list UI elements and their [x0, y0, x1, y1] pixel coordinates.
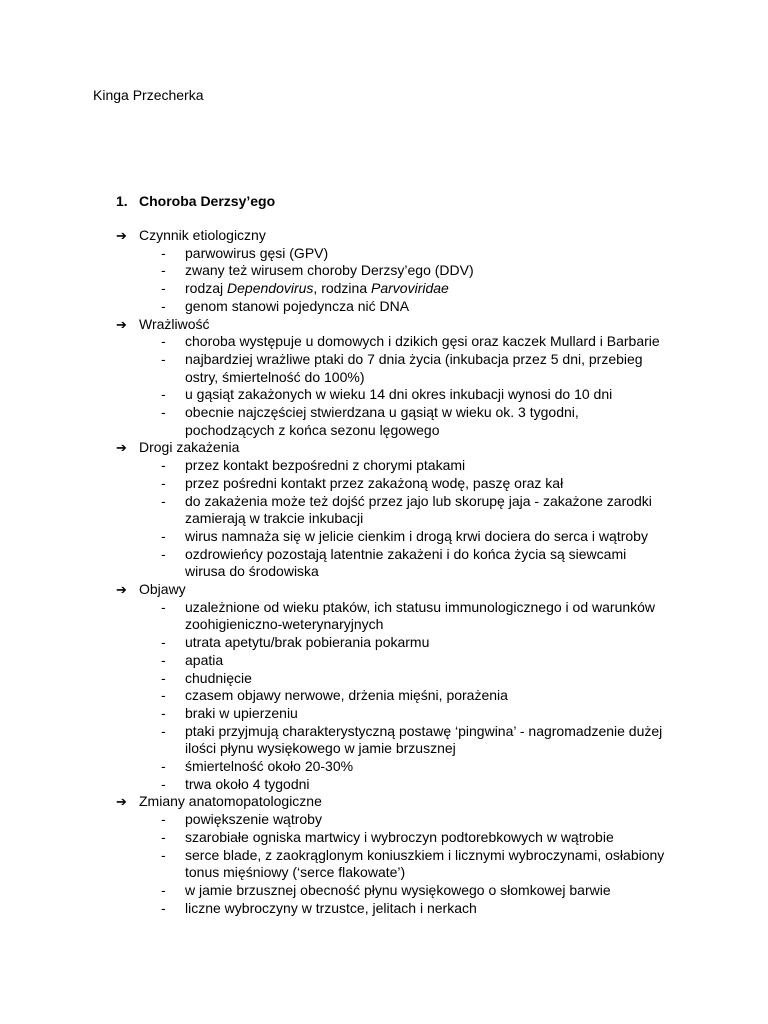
dash-bullet-icon: -	[161, 846, 166, 863]
list-item	[116, 386, 676, 404]
list-item-text: liczne wybroczyny w trzustce, jelitach i nerkach	[185, 899, 477, 916]
list-item	[116, 333, 676, 351]
dash-bullet-icon: -	[161, 244, 166, 261]
heading-title: Choroba Derzsy’ego	[139, 193, 276, 209]
section-title	[116, 439, 676, 457]
list-item-text: braki w upierzeniu	[185, 704, 298, 721]
list-item-text: ptaki przyjmują charakterystyczną postawę ‘pingwina’ - nagromadzenie dużej ilości płynu wysiękowego w jamie brzusznej	[185, 722, 663, 757]
dash-bullet-icon: -	[161, 899, 166, 916]
section-0	[116, 227, 676, 316]
arrow-bullet-icon: ➔	[116, 794, 127, 810]
list-item-text: do zakażenia może też dojść przez jajo lub skorupę jaja - zakażone zarodki zamierają w trakcie inkubacji	[185, 492, 652, 527]
list-item	[116, 528, 676, 546]
list-item	[116, 758, 676, 776]
dash-bullet-icon: -	[161, 492, 166, 509]
list-item	[116, 829, 676, 847]
section-title-text: Drogi zakażenia	[139, 439, 240, 456]
list-item	[116, 847, 676, 882]
section-1	[116, 316, 676, 440]
list-item	[116, 262, 676, 280]
list-item-text: uzależnione od wieku ptaków, ich statusu immunologicznego i od warunków zoohigieniczno-weterynaryjnych	[185, 598, 656, 633]
dash-bullet-icon: -	[161, 634, 166, 651]
list-item-text: śmiertelność około 20-30%	[185, 758, 354, 775]
dash-bullet-icon: -	[161, 775, 166, 792]
list-item	[116, 687, 676, 705]
dash-bullet-icon: -	[161, 651, 166, 668]
list-item-text: ozdrowieńcy pozostają latentnie zakażeni i do końca życia są siewcami wirusa do środowiska	[185, 545, 627, 580]
dash-bullet-icon: -	[161, 545, 166, 562]
dash-bullet-icon: -	[161, 350, 166, 367]
dash-bullet-icon: -	[161, 457, 166, 474]
list-item-text: wirus namnaża się w jelicie cienkim i drogą krwi dociera do serca i wątroby	[185, 527, 648, 544]
list-item	[116, 351, 676, 386]
list-item-text: szarobiałe ogniska martwicy i wybroczyn podtorebkowych w wątrobie	[185, 828, 614, 845]
list-item-text: chudnięcie	[185, 669, 252, 686]
arrow-bullet-icon: ➔	[116, 228, 127, 243]
section-title-text: Objawy	[139, 581, 186, 598]
list-item-text: zwany też wirusem choroby Derzsy’ego (DDV)	[185, 262, 474, 279]
list-item	[116, 776, 676, 794]
dash-bullet-icon: -	[161, 333, 166, 350]
section-title-text: Zmiany anatomopatologiczne	[139, 793, 322, 810]
dash-bullet-icon: -	[161, 722, 166, 739]
dash-bullet-icon: -	[161, 474, 166, 491]
dash-bullet-icon: -	[161, 669, 166, 686]
arrow-bullet-icon: ➔	[116, 440, 127, 456]
list-item	[116, 475, 676, 493]
section-items	[116, 457, 676, 581]
list-item-text: genom stanowi pojedyncza nić DNA	[185, 297, 410, 314]
list-item-text: w jamie brzusznej obecność płynu wysiękowego o słomkowej barwie	[185, 881, 611, 898]
list-item	[116, 298, 676, 316]
dash-bullet-icon: -	[161, 811, 166, 828]
dash-bullet-icon: -	[161, 262, 166, 279]
section-items	[116, 245, 676, 316]
author-name: Kinga Przecherka	[93, 87, 204, 103]
list-item	[116, 811, 676, 829]
dash-bullet-icon: -	[161, 704, 166, 721]
list-item-text: powiększenie wątroby	[185, 811, 322, 828]
list-item	[116, 723, 676, 758]
list-item-text: choroba występuje u domowych i dzikich gęsi oraz kaczek Mullard i Barbarie	[185, 333, 660, 350]
section-items	[116, 333, 676, 439]
list-item-text: u gąsiąt zakażonych w wieku 14 dni okres inkubacji wynosi do 10 dni	[185, 386, 613, 403]
list-item	[116, 670, 676, 688]
dash-bullet-icon: -	[161, 280, 166, 297]
list-item-text: apatia	[185, 651, 224, 668]
dash-bullet-icon: -	[161, 404, 166, 420]
dash-bullet-icon: -	[161, 598, 166, 615]
section-3	[116, 581, 676, 793]
list-item	[116, 705, 676, 723]
section-title	[116, 316, 676, 334]
section-title	[116, 793, 676, 811]
heading-number: 1.	[116, 193, 128, 209]
list-item-text: utrata apetytu/brak pobierania pokarmu	[185, 634, 430, 651]
section-title-text: Wrażliwość	[139, 315, 210, 332]
list-item-text: przez kontakt bezpośredni z chorymi ptakami	[185, 457, 466, 474]
arrow-bullet-icon: ➔	[116, 316, 127, 332]
section-title-text: Czynnik etiologiczny	[139, 227, 266, 243]
list-item	[116, 404, 676, 439]
list-item-text: serce blade, z zaokrąglonym koniuszkiem i licznymi wybroczynami, osłabiony tonus mięśniowy (‘serce flakowate’)	[185, 846, 665, 881]
list-item	[116, 457, 676, 475]
dash-bullet-icon: -	[161, 527, 166, 544]
dash-bullet-icon: -	[161, 386, 166, 403]
section-4	[116, 793, 676, 917]
section-heading	[116, 192, 275, 210]
list-item-text: parwowirus gęsi (GPV)	[185, 244, 329, 261]
list-item	[116, 546, 676, 581]
dash-bullet-icon: -	[161, 297, 166, 314]
dash-bullet-icon: -	[161, 687, 166, 704]
dash-bullet-icon: -	[161, 881, 166, 898]
list-item	[116, 634, 676, 652]
list-item	[116, 493, 676, 528]
list-item	[116, 652, 676, 670]
section-items	[116, 599, 676, 794]
list-item	[116, 245, 676, 263]
list-item-text: najbardziej wrażliwe ptaki do 7 dnia życia (inkubacja przez 5 dni, przebieg ostry, śmiertelność do 100%)	[185, 350, 643, 385]
list-item-text: przez pośredni kontakt przez zakażoną wodę, paszę oraz kał	[185, 474, 564, 491]
section-2	[116, 439, 676, 581]
list-item	[116, 900, 676, 918]
list-item	[116, 599, 676, 634]
arrow-bullet-icon: ➔	[116, 582, 127, 598]
section-title	[116, 581, 676, 599]
dash-bullet-icon: -	[161, 828, 166, 845]
list-item-text: trwa około 4 tygodni	[185, 775, 310, 792]
section-items	[116, 811, 676, 917]
list-item-text: rodzaj Dependovirus, rodzina Parvoviridae	[185, 280, 449, 297]
document-body	[116, 227, 676, 917]
dash-bullet-icon: -	[161, 758, 166, 775]
list-item-text: czasem objawy nerwowe, drżenia mięśni, porażenia	[185, 687, 508, 704]
list-item	[116, 882, 676, 900]
list-item	[116, 280, 676, 298]
section-title	[116, 227, 676, 245]
list-item-text: obecnie najczęściej stwierdzana u gąsiąt w wieku ok. 3 tygodni, pochodzących z końca sezonu lęgowego	[185, 404, 579, 438]
